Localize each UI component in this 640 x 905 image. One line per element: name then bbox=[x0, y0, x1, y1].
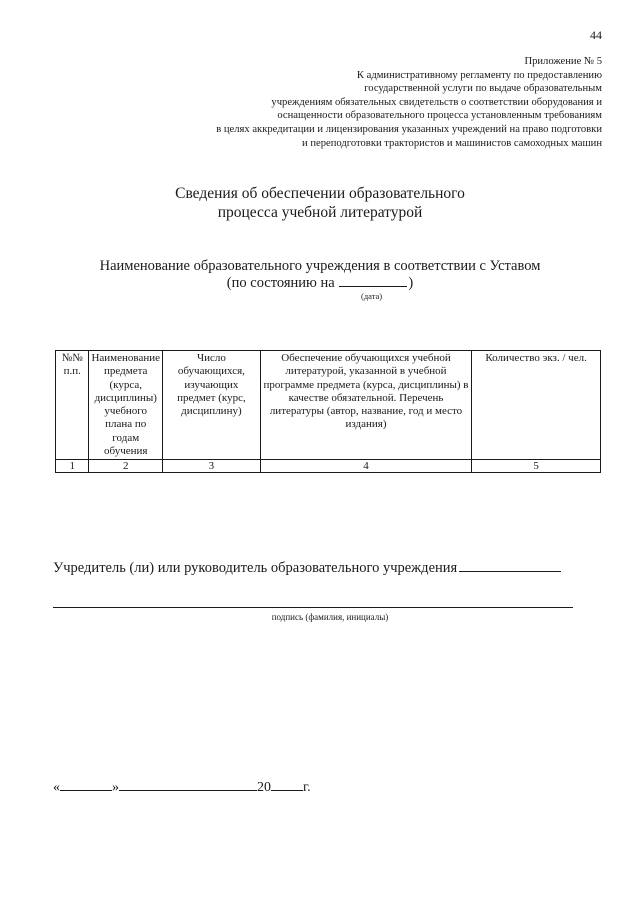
appendix-line: в целях аккредитации и лицензирования указанных учреждений на право подготовки bbox=[216, 123, 602, 135]
column-number: 4 bbox=[260, 460, 471, 473]
signature-rule bbox=[53, 607, 573, 608]
institution-name-line: Наименование образовательного учреждения в соответствии с Уставом bbox=[99, 258, 541, 274]
column-number: 5 bbox=[472, 460, 601, 473]
state-prefix: (по состоянию на bbox=[226, 275, 335, 291]
appendix-line: учреждениям обязательных свидетельств о соответствии оборудования и bbox=[271, 96, 602, 108]
column-number: 3 bbox=[163, 460, 261, 473]
document-title bbox=[0, 184, 640, 222]
signature-date-row bbox=[53, 780, 311, 796]
date-caption: (дата) bbox=[361, 291, 383, 301]
header-cell-students: Число обучающихся, изучающих предмет (курс, дисциплину) bbox=[163, 351, 261, 460]
column-number: 1 bbox=[56, 460, 89, 473]
header-cell-subject: Наименование предмета (курса, дисциплины) учебного плана по годам обучения bbox=[89, 351, 163, 460]
appendix-line: оснащенности образовательного процесса установленным требованиям bbox=[277, 110, 602, 122]
founder-blank bbox=[459, 561, 561, 572]
column-number: 2 bbox=[89, 460, 163, 473]
appendix-line: К административному регламенту по предоставлению bbox=[356, 69, 602, 81]
open-quote: « bbox=[53, 780, 60, 795]
year-suffix: г. bbox=[303, 780, 311, 795]
state-suffix: ) bbox=[408, 275, 414, 291]
signature-caption: подпись (фамилия, инициалы) bbox=[271, 612, 389, 622]
header-cell-number: №№ п.п. bbox=[56, 351, 89, 460]
founder-signature-line bbox=[53, 560, 561, 577]
appendix-line: и переподготовки трактористов и машинистов самоходных машин bbox=[302, 137, 602, 149]
month-blank bbox=[119, 780, 257, 791]
date-blank bbox=[339, 274, 407, 287]
appendix-header bbox=[132, 55, 602, 150]
day-blank bbox=[60, 780, 112, 791]
year-prefix: 20 bbox=[257, 780, 271, 795]
year-blank bbox=[271, 780, 303, 791]
page-number: 44 bbox=[590, 28, 602, 42]
literature-table bbox=[55, 350, 601, 473]
table-header-row bbox=[56, 351, 601, 460]
appendix-line: государственной услуги по выдаче образовательным bbox=[364, 83, 602, 95]
header-cell-literature: Обеспечение обучающихся учебной литературой, указанной в учебной программе предмета (курса, дисциплины) в качестве обязательной. Перечень литературы (автор, название, год и место издания) bbox=[260, 351, 471, 460]
appendix-line: Приложение № 5 bbox=[524, 56, 602, 67]
table-number-row bbox=[56, 460, 601, 473]
founder-text: Учредитель (ли) или руководитель образовательного учреждения bbox=[53, 560, 458, 576]
state-date-line bbox=[0, 274, 640, 292]
close-quote: » bbox=[112, 780, 119, 795]
title-line-1: Сведения об обеспечении образовательного bbox=[175, 185, 465, 202]
header-cell-quantity: Количество экз. / чел. bbox=[472, 351, 601, 460]
title-line-2: процесса учебной литературой bbox=[217, 204, 423, 221]
